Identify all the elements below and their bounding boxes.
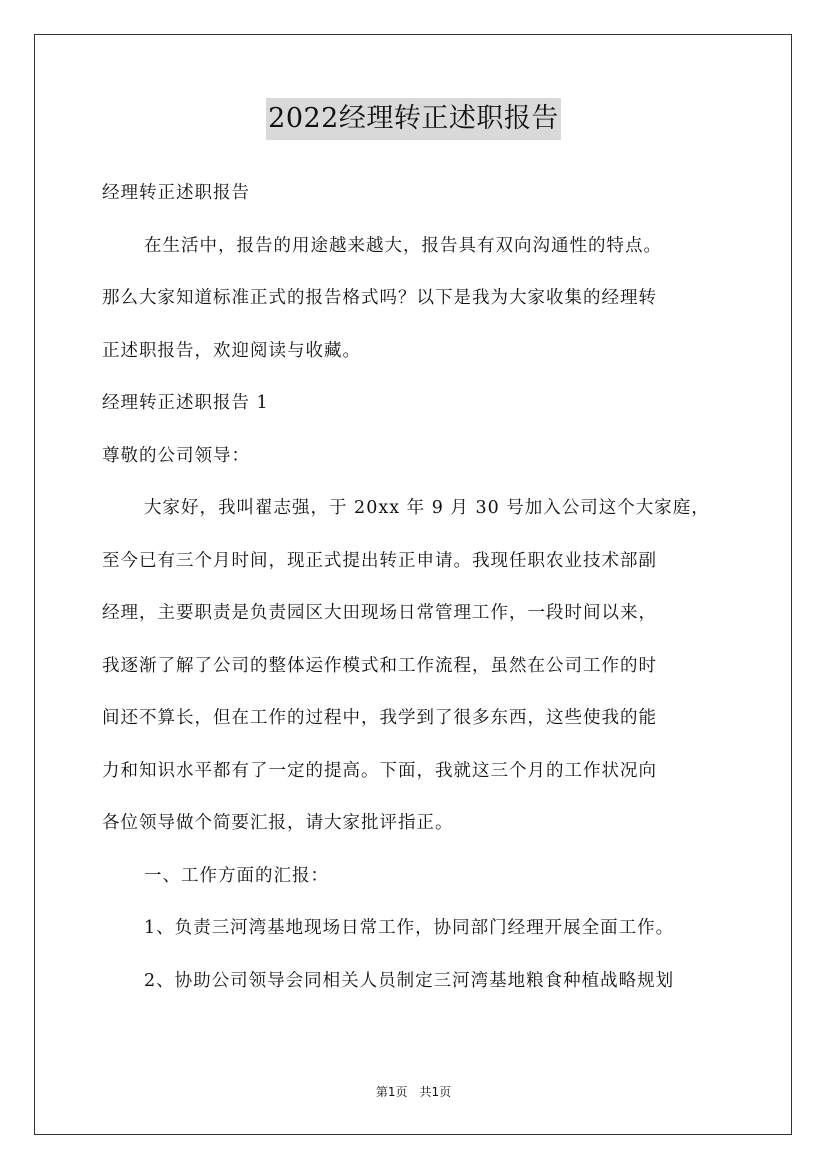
text-line: 经理，主要职责是负责园区大田现场日常管理工作，一段时间以来，	[102, 603, 657, 623]
document-body	[102, 174, 742, 1014]
text-line: 在生活中，报告的用途越来越大，报告具有双向沟通性的特点。	[144, 235, 662, 256]
text-line: 尊敬的公司领导：	[102, 445, 250, 466]
text-line: 1、负责三河湾基地现场日常工作，协同部门经理开展全面工作。	[144, 918, 675, 938]
text-line: 大家好，我叫翟志强，于 20xx 年 9 月 30 号加入公司这个大家庭，	[144, 498, 710, 518]
text-line: 正述职报告，欢迎阅读与收藏。	[102, 340, 361, 361]
text-line: 经理转正述职报告 1	[102, 393, 269, 413]
text-line: 至今已有三个月时间，现正式提出转正申请。我现任职农业技术部副	[102, 550, 657, 571]
text-line: 2、协助公司领导会同相关人员制定三河湾基地粮食种植战略规划	[144, 970, 675, 991]
text-line: 我逐渐了解了公司的整体运作模式和工作流程，虽然在公司工作的时	[102, 655, 657, 676]
document-title-row	[0, 98, 827, 140]
text-line: 经理转正述职报告	[102, 183, 250, 203]
text-line: 一、工作方面的汇报：	[144, 865, 329, 886]
text-line: 那么大家知道标准正式的报告格式吗？以下是我为大家收集的经理转	[102, 288, 657, 308]
text-line: 力和知识水平都有了一定的提高。下面，我就这三个月的工作状况向	[102, 760, 657, 781]
page-footer: 第1页 共1页	[375, 1085, 452, 1099]
document-title: 2022经理转正述职报告	[266, 98, 561, 140]
text-line: 间还不算长，但在工作的过程中，我学到了很多东西，这些使我的能	[102, 708, 657, 728]
text-line: 各位领导做个简要汇报，请大家批评指正。	[102, 813, 454, 833]
